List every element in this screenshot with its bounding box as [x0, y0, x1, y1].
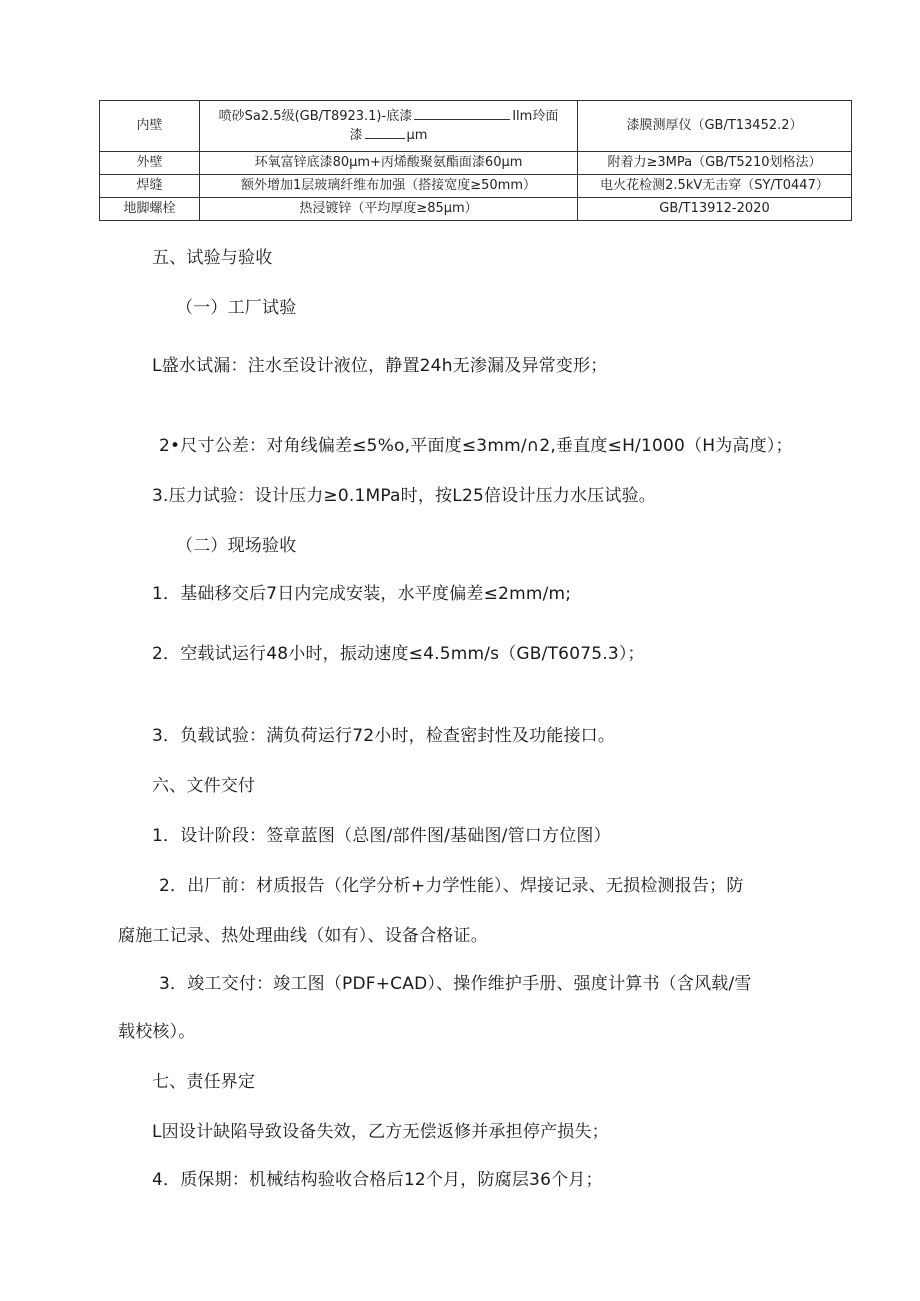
- paragraph: 3．竣工交付：竣工图（PDF+CAD）、操作维护手册、强度计算书（含风载/雪: [159, 974, 752, 994]
- paragraph-continuation: 载校核）。: [118, 1022, 196, 1042]
- table-cell-test: 电火花检测2.5kV无击穿（SY/T0447）: [578, 175, 852, 198]
- table-cell-spec: 喷砂Sa2.5级(GB/T8923.1)-底漆 Ilm玲面 漆 μm: [200, 101, 578, 152]
- paragraph: 1．设计阶段：签章蓝图（总图/部件图/基础图/管口方位图）: [152, 826, 611, 846]
- paragraph: L盛水试漏：注水至设计液位，静置24h无渗漏及异常变形；: [152, 356, 608, 376]
- paragraph: 4．质保期：机械结构验收合格后12个月，防腐层36个月；: [152, 1170, 603, 1190]
- paragraph: 2•尺寸公差：对角线偏差≤5%o,平面度≤3mm∕∩2,垂直度≤H∕1000（H为高度）；: [159, 436, 793, 456]
- subsection-heading: （二）现场验收: [176, 536, 297, 556]
- table-cell-test: 附着力≥3MPa（GB/T5210划格法）: [578, 152, 852, 175]
- paragraph: 2．出厂前：材质报告（化学分析+力学性能）、焊接记录、无损检测报告；防: [159, 876, 744, 896]
- table-cell-spec: 额外增加1层玻璃纤维布加强（搭接宽度≥50mm）: [200, 175, 578, 198]
- paragraph: L因设计缺陷导致设备失效，乙方无偿返修并承担停产损失；: [152, 1122, 609, 1142]
- table-cell-spec: 热浸镀锌（平均厚度≥85μm）: [200, 198, 578, 221]
- table-cell-spec: 环氧富锌底漆80μm+丙烯酸聚氨酯面漆60μm: [200, 152, 578, 175]
- table-row: [100, 101, 852, 152]
- section-heading-7: 七、责任界定: [152, 1072, 256, 1092]
- table-cell-part: 焊缝: [100, 175, 200, 198]
- table-row: [100, 152, 852, 175]
- anticorrosion-spec-table: [99, 100, 852, 221]
- section-heading-5: 五、试验与验收: [152, 248, 273, 268]
- table-cell-test: GB/T13912-2020: [578, 198, 852, 221]
- table-row: [100, 175, 852, 198]
- paragraph: 2．空载试运行48小时，振动速度≤4.5mm∕s（GB/T6075.3）；: [152, 644, 645, 664]
- paragraph: 1．基础移交后7日内完成安装，水平度偏差≤2mm∕m;: [152, 584, 572, 604]
- subsection-heading: （一）工厂试验: [176, 298, 297, 318]
- blank-underline: [365, 126, 405, 139]
- table-cell-part: 内壁: [100, 101, 200, 152]
- blank-underline: [414, 107, 510, 120]
- table-cell-part: 地脚螺栓: [100, 198, 200, 221]
- table-row: [100, 198, 852, 221]
- paragraph: 3．负载试验：满负荷运行72小时，检查密封性及功能接口。: [152, 726, 616, 746]
- paragraph: 3.压力试验：设计压力≥0.1MPa时，按L25倍设计压力水压试验。: [152, 486, 656, 506]
- table-cell-test: 漆膜测厚仪（GB/T13452.2）: [578, 101, 852, 152]
- table-cell-part: 外壁: [100, 152, 200, 175]
- section-heading-6: 六、文件交付: [152, 776, 256, 796]
- paragraph-continuation: 腐施工记录、热处理曲线（如有）、设备合格证。: [118, 926, 488, 946]
